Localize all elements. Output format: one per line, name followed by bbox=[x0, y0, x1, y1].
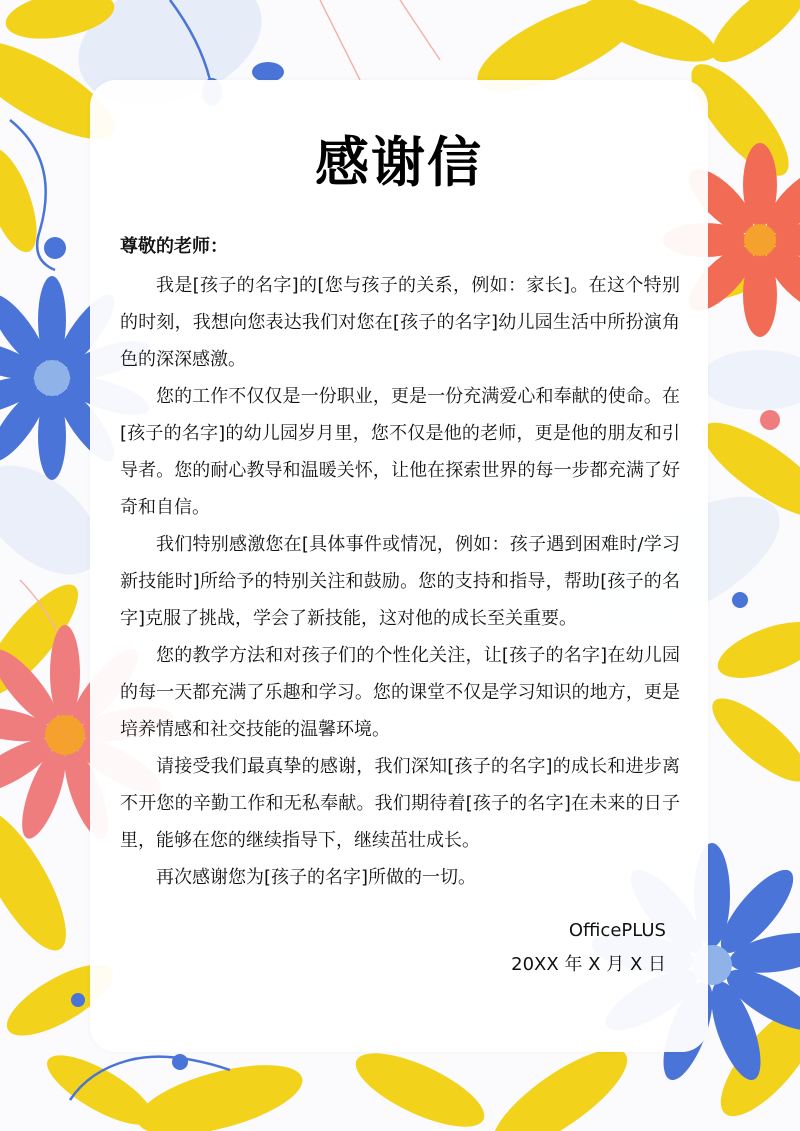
paragraph: 您的工作不仅仅是一份职业，更是一份充满爱心和奉献的使命。在[孩子的名字]的幼儿园岁月里，您不仅是他的老师，更是他的朋友和引导者。您的耐心教导和温暖关怀，让他在探索世界的每一步都充满了好奇和自信。 bbox=[120, 386, 680, 518]
paragraph: 再次感谢您为[孩子的名字]所做的一切。 bbox=[156, 867, 477, 888]
letter-title: 感谢信 bbox=[315, 131, 483, 194]
signature-block bbox=[511, 914, 666, 982]
letter-card bbox=[90, 80, 708, 1052]
paragraph: 请接受我们最真挚的感谢，我们深知[孩子的名字]的成长和进步离不开您的辛勤工作和无私奉献。我们期待着[孩子的名字]在未来的日子里，能够在您的继续指导下，继续茁壮成长。 bbox=[120, 756, 680, 851]
salutation: 尊敬的老师： bbox=[120, 236, 228, 257]
paragraph: 您的教学方法和对孩子们的个性化关注，让[孩子的名字]在幼儿园的每一天都充满了乐趣和学习。您的课堂不仅是学习知识的地方，更是培养情感和社交技能的温馨环境。 bbox=[120, 645, 680, 740]
letter-body bbox=[120, 228, 680, 896]
paragraph: 我是[孩子的名字]的[您与孩子的关系，例如：家长]。在这个特别的时刻，我想向您表达我们对您在[孩子的名字]幼儿园生活中所扮演角色的深深感激。 bbox=[120, 275, 680, 370]
paragraph: 我们特别感激您在[具体事件或情况，例如：孩子遇到困难时/学习新技能时]所给予的特别关注和鼓励。您的支持和指导，帮助[孩子的名字]克服了挑战，学会了新技能，这对他的成长至关重要。 bbox=[120, 534, 680, 629]
signature-name: OfficePLUS bbox=[568, 920, 666, 941]
signature-date: 20XX 年 X 月 X 日 bbox=[511, 954, 666, 975]
